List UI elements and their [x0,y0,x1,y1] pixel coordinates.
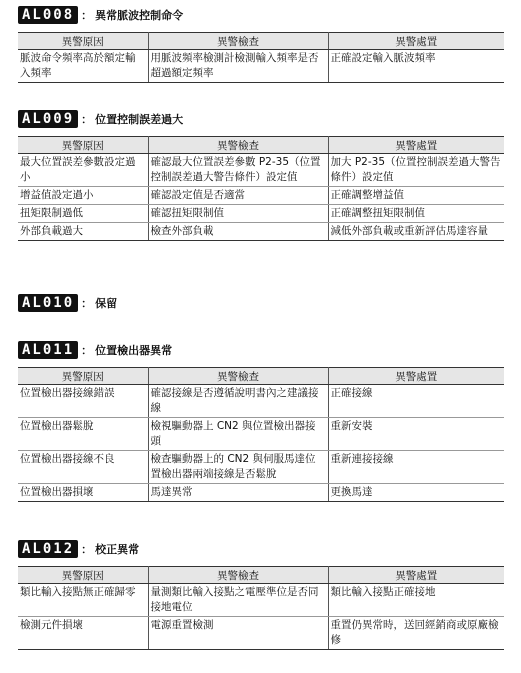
action-cell: 類比輸入接點正確接地 [328,584,504,617]
cause-cell: 類比輸入接點無正確歸零 [18,584,148,617]
table-header-row [18,33,504,50]
cause-cell: 位置檢出器損壞 [18,484,148,502]
header-separator: ： [81,297,93,310]
action-cell: 正確調整扭矩限制值 [328,205,504,223]
table-header-row [18,368,504,385]
alarm-title: 異常脈波控制命令 [95,9,184,22]
column-header: 異警檢查 [148,567,328,584]
column-header: 異警處置 [328,137,504,154]
alarm-code-badge: AL009 [18,110,78,128]
table-row [18,584,504,617]
alarm-code-badge: AL010 [18,294,78,312]
alarm-header [18,538,504,560]
action-cell: 正確接線 [328,385,504,418]
column-header: 異警檢查 [148,368,328,385]
table-row [18,617,504,650]
action-cell: 重新安裝 [328,418,504,451]
alarm-code-badge: AL012 [18,540,78,558]
check-cell: 確認最大位置誤差參數 P2-35（位置控制誤差過大警告條件）設定值 [148,154,328,187]
alarm-header [18,339,504,361]
action-cell: 更換馬達 [328,484,504,502]
column-header: 異警檢查 [148,137,328,154]
cause-cell: 位置檢出器接線不良 [18,451,148,484]
alarm-header [18,292,504,314]
header-separator: ： [81,113,93,126]
check-cell: 馬達異常 [148,484,328,502]
table-row [18,484,504,502]
check-cell: 檢查外部負載 [148,223,328,241]
check-cell: 用脈波頻率檢測計檢測輸入頻率是否超過額定頻率 [148,50,328,83]
column-header: 異警原因 [18,137,148,154]
table-row [18,205,504,223]
table-header-row [18,137,504,154]
check-cell: 確認設定值是否適當 [148,187,328,205]
check-cell: 檢視驅動器上 CN2 與位置檢出器接頭 [148,418,328,451]
header-separator: ： [81,543,93,556]
table-header-row [18,567,504,584]
table-row [18,385,504,418]
action-cell: 重新連接接線 [328,451,504,484]
check-cell: 確認接線是否遵循說明書內之建議接線 [148,385,328,418]
action-cell: 正確設定輸入脈波頻率 [328,50,504,83]
alarm-header [18,108,504,130]
cause-cell: 位置檢出器鬆脫 [18,418,148,451]
alarm-table [18,32,504,83]
alarm-section-al012 [18,538,504,650]
action-cell: 加大 P2-35（位置控制誤差過大警告條件）設定值 [328,154,504,187]
alarm-section-al009 [18,108,504,241]
table-row [18,154,504,187]
table-row [18,418,504,451]
cause-cell: 脈波命令頻率高於額定輸入頻率 [18,50,148,83]
column-header: 異警原因 [18,567,148,584]
check-cell: 電源重置檢測 [148,617,328,650]
alarm-section-al010 [18,292,504,314]
check-cell: 量測類比輸入接點之電壓準位是否同接地電位 [148,584,328,617]
alarm-title: 校正異常 [95,543,140,556]
column-header: 異警處置 [328,567,504,584]
cause-cell: 扭矩限制過低 [18,205,148,223]
table-row [18,50,504,83]
alarm-section-al011 [18,339,504,502]
cause-cell: 增益值設定過小 [18,187,148,205]
cause-cell: 外部負載過大 [18,223,148,241]
header-separator: ： [81,344,93,357]
alarm-table [18,367,504,502]
table-row [18,187,504,205]
cause-cell: 位置檢出器接線錯誤 [18,385,148,418]
alarm-title: 保留 [95,297,118,310]
header-separator: ： [81,9,93,22]
alarm-code-badge: AL011 [18,341,78,359]
cause-cell: 最大位置誤差參數設定過小 [18,154,148,187]
action-cell: 重置仍異常時，送回經銷商或原廠檢修 [328,617,504,650]
table-row [18,223,504,241]
check-cell: 檢查驅動器上的 CN2 與伺服馬達位置檢出器兩端接線是否鬆脫 [148,451,328,484]
column-header: 異警處置 [328,368,504,385]
column-header: 異警處置 [328,33,504,50]
action-cell: 正確調整增益值 [328,187,504,205]
alarm-section-al008 [18,4,504,83]
alarm-header [18,4,504,26]
alarm-code-badge: AL008 [18,6,78,24]
action-cell: 減低外部負載或重新評估馬達容量 [328,223,504,241]
alarm-title: 位置控制誤差過大 [95,113,184,126]
column-header: 異警原因 [18,33,148,50]
column-header: 異警檢查 [148,33,328,50]
table-row [18,451,504,484]
alarm-table [18,566,504,650]
check-cell: 確認扭矩限制值 [148,205,328,223]
alarm-title: 位置檢出器異常 [95,344,173,357]
alarm-table [18,136,504,241]
column-header: 異警原因 [18,368,148,385]
cause-cell: 檢測元件損壞 [18,617,148,650]
